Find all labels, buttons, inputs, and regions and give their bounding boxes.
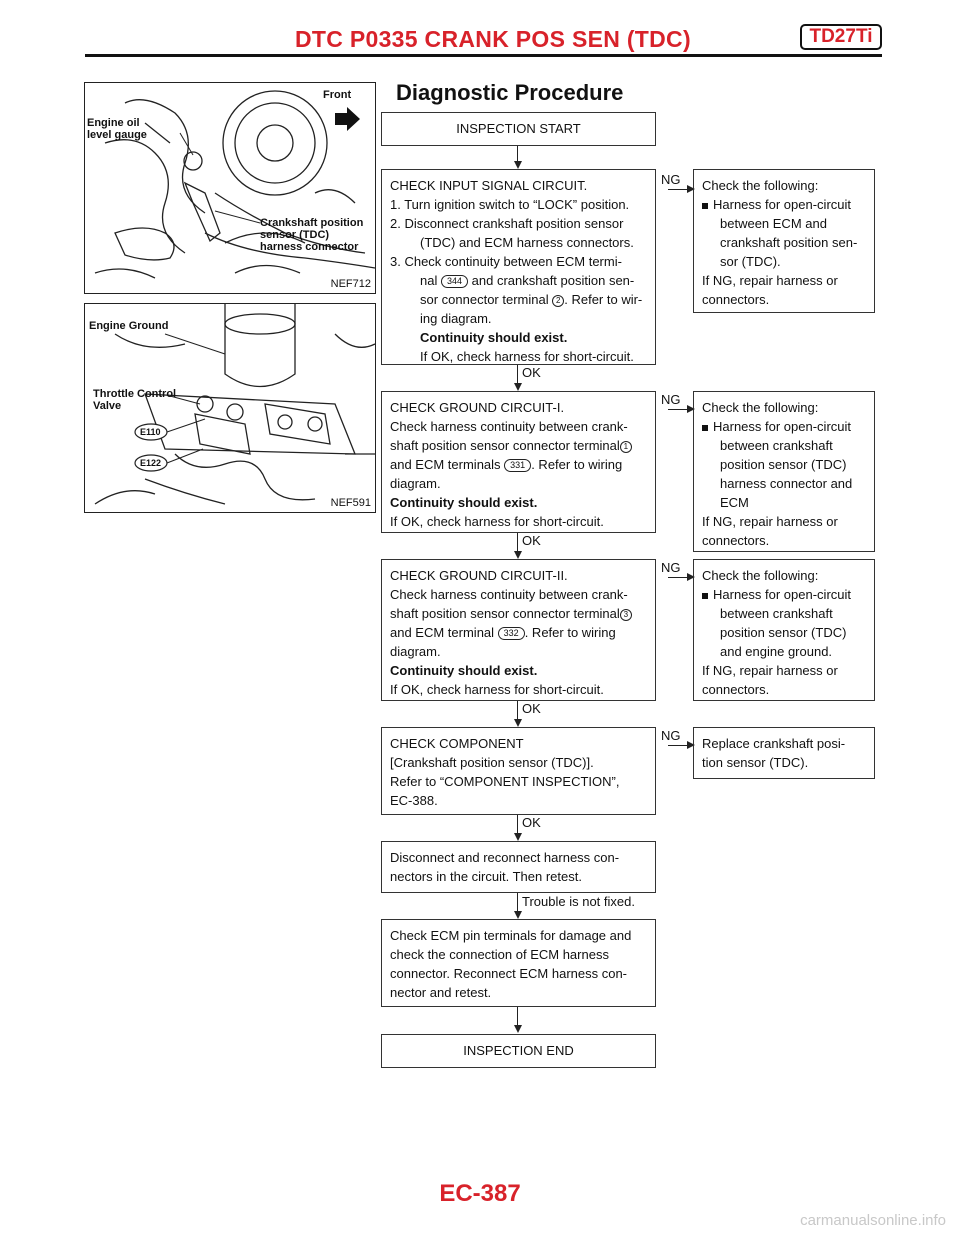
step-check-ground-circuit-1 (381, 391, 656, 533)
step-criterion: Continuity should exist. (390, 495, 538, 510)
step-line: Check ECM pin terminals for damage and (390, 928, 632, 943)
arrow-down-icon (514, 833, 522, 841)
flow-connector (517, 893, 518, 913)
step-text: . Refer to wir- (564, 292, 643, 307)
ng-action-box (693, 169, 875, 313)
step-line: If OK, check harness for short-circuit. (390, 514, 604, 529)
ng-line: position sensor (TDC) (720, 625, 847, 640)
bullet-icon (702, 593, 708, 599)
figure-engine-ground (84, 303, 376, 513)
ng-connector (668, 409, 688, 410)
ng-action-box (693, 391, 875, 552)
arrow-down-icon (514, 551, 522, 559)
step-text: shaft position sensor connector terminal (390, 438, 620, 453)
ng-line (702, 585, 866, 604)
inspection-start-box (381, 112, 656, 146)
section-title: Diagnostic Procedure (396, 80, 624, 105)
step-line: If OK, check harness for short-circuit. (390, 682, 604, 697)
step-line (390, 455, 647, 474)
ok-label: OK (522, 533, 541, 548)
step-text: shaft position sensor connector terminal (390, 606, 620, 621)
ng-label: NG (661, 392, 681, 407)
ng-text: Harness for open-circuit (713, 419, 851, 434)
figure-code: NEF712 (330, 278, 371, 290)
ecm-terminal-badge: 331 (504, 459, 531, 472)
inspection-start-label: INSPECTION START (456, 121, 581, 136)
arrow-down-icon (514, 383, 522, 391)
ng-connector (668, 745, 688, 746)
label-e110: E110 (140, 427, 161, 437)
figure-crankshaft-sensor-location (84, 82, 376, 294)
ng-action-box (693, 559, 875, 701)
step-check-input-signal (381, 169, 656, 365)
step-text: and crankshaft position sen- (471, 273, 635, 288)
label-throttle-valve: Throttle Control Valve (93, 388, 177, 412)
ng-line: Check the following: (702, 568, 819, 583)
ng-line: harness connector and (720, 476, 853, 491)
bullet-icon (702, 425, 708, 431)
flow-connector (517, 533, 518, 553)
step-line (390, 436, 647, 455)
step-text: and ECM terminal (390, 625, 495, 640)
engine-illustration-1 (85, 83, 376, 294)
label-sensor-connector: Crankshaft position sensor (TDC) harness connector (260, 217, 364, 253)
step-reconnect-retest (381, 841, 656, 893)
flow-connector (517, 1007, 518, 1027)
step-line: EC-388. (390, 793, 438, 808)
flow-connector (517, 701, 518, 721)
ng-line (702, 417, 866, 436)
ng-line: position sensor (TDC) (720, 457, 847, 472)
step-line: nectors in the circuit. Then retest. (390, 869, 582, 884)
step-text: sor connector terminal (420, 292, 549, 307)
step-line: 2. Disconnect crankshaft position sensor (390, 216, 624, 231)
inspection-end-label: INSPECTION END (463, 1043, 574, 1058)
step-check-ecm-pins (381, 919, 656, 1007)
ng-label: NG (661, 560, 681, 575)
connector-pin-badge: 2 (552, 295, 564, 307)
step-title: CHECK GROUND CIRCUIT-I. (390, 400, 565, 415)
step-line: [Crankshaft position sensor (TDC)]. (390, 755, 594, 770)
ng-line: If NG, repair harness or (702, 663, 838, 678)
header-rule (85, 54, 882, 57)
label-oil-gauge: Engine oil level gauge (87, 117, 147, 141)
ng-line: connectors. (702, 292, 770, 307)
ng-label: NG (661, 172, 681, 187)
ng-connector (668, 189, 688, 190)
ng-line: and engine ground. (720, 644, 833, 659)
ng-line: sor (TDC). (720, 254, 781, 269)
step-line (390, 623, 647, 642)
step-line: nector and retest. (390, 985, 492, 1000)
ng-line: connectors. (702, 682, 770, 697)
step-text: . Refer to wiring (531, 457, 623, 472)
ng-line: connectors. (702, 533, 770, 548)
ng-line: tion sensor (TDC). (702, 755, 809, 770)
page-header-title: DTC P0335 CRANK POS SEN (TDC) (295, 26, 691, 52)
ecm-terminal-badge: 332 (498, 627, 525, 640)
trouble-not-fixed-label: Trouble is not fixed. (522, 894, 635, 909)
step-line: (TDC) and ECM harness connectors. (420, 235, 634, 250)
step-line: Check harness continuity between crank- (390, 419, 628, 434)
label-engine-ground: Engine Ground (89, 320, 169, 332)
step-line: diagram. (390, 644, 441, 659)
ng-line: Check the following: (702, 400, 819, 415)
ng-text: Harness for open-circuit (713, 587, 851, 602)
ecm-terminal-badge: 344 (441, 275, 468, 288)
step-title: CHECK COMPONENT (390, 736, 524, 751)
step-line: Refer to “COMPONENT INSPECTION”, (390, 774, 620, 789)
flow-connector (517, 815, 518, 835)
step-criterion: Continuity should exist. (420, 330, 568, 345)
step-line: check the connection of ECM harness (390, 947, 609, 962)
ng-line: between crankshaft (720, 606, 833, 621)
ng-line (702, 195, 866, 214)
step-check-component (381, 727, 656, 815)
inspection-end-box (381, 1034, 656, 1068)
ng-action-box (693, 727, 875, 779)
ng-line: Replace crankshaft posi- (702, 736, 846, 751)
ng-line: between crankshaft (720, 438, 833, 453)
step-text: and ECM terminals (390, 457, 501, 472)
step-line: ing diagram. (420, 311, 492, 326)
ng-line: If NG, repair harness or (702, 514, 838, 529)
step-title: CHECK GROUND CIRCUIT-II. (390, 568, 568, 583)
arrow-down-icon (514, 719, 522, 727)
step-line: 3. Check continuity between ECM termi- (390, 254, 622, 269)
ng-label: NG (661, 728, 681, 743)
ng-line: between ECM and (720, 216, 827, 231)
label-front: Front (323, 89, 352, 101)
arrow-down-icon (514, 1025, 522, 1033)
step-line (390, 604, 647, 623)
step-line (390, 290, 647, 309)
step-criterion: Continuity should exist. (390, 663, 538, 678)
bullet-icon (702, 203, 708, 209)
ok-label: OK (522, 701, 541, 716)
arrow-down-icon (514, 161, 522, 169)
step-check-ground-circuit-2 (381, 559, 656, 701)
watermark: carmanualsonline.info (800, 1212, 946, 1229)
model-tag: TD27Ti (800, 24, 882, 50)
step-text: nal (420, 273, 438, 288)
flow-connector (517, 365, 518, 385)
ng-line: crankshaft position sen- (720, 235, 858, 250)
page-number: EC-387 (439, 1180, 521, 1207)
step-line: 1. Turn ignition switch to “LOCK” position. (390, 197, 630, 212)
front-arrow-icon (335, 107, 360, 131)
ng-connector (668, 577, 688, 578)
step-line: Disconnect and reconnect harness con- (390, 850, 620, 865)
arrow-down-icon (514, 911, 522, 919)
ng-text: Harness for open-circuit (713, 197, 851, 212)
step-line: connector. Reconnect ECM harness con- (390, 966, 628, 981)
label-e122: E122 (140, 458, 162, 468)
step-title: CHECK INPUT SIGNAL CIRCUIT. (390, 178, 588, 193)
step-line: If OK, check harness for short-circuit. (420, 349, 634, 364)
ok-label: OK (522, 815, 541, 830)
step-line (390, 271, 647, 290)
step-line: diagram. (390, 476, 441, 491)
ok-label: OK (522, 365, 541, 380)
step-line: Check harness continuity between crank- (390, 587, 628, 602)
figure-code: NEF591 (330, 497, 371, 509)
ng-line: Check the following: (702, 178, 819, 193)
ng-line: ECM (720, 495, 749, 510)
ng-line: If NG, repair harness or (702, 273, 838, 288)
connector-pin-badge: 1 (620, 441, 632, 453)
step-text: . Refer to wiring (524, 625, 616, 640)
connector-pin-badge: 3 (620, 609, 632, 621)
